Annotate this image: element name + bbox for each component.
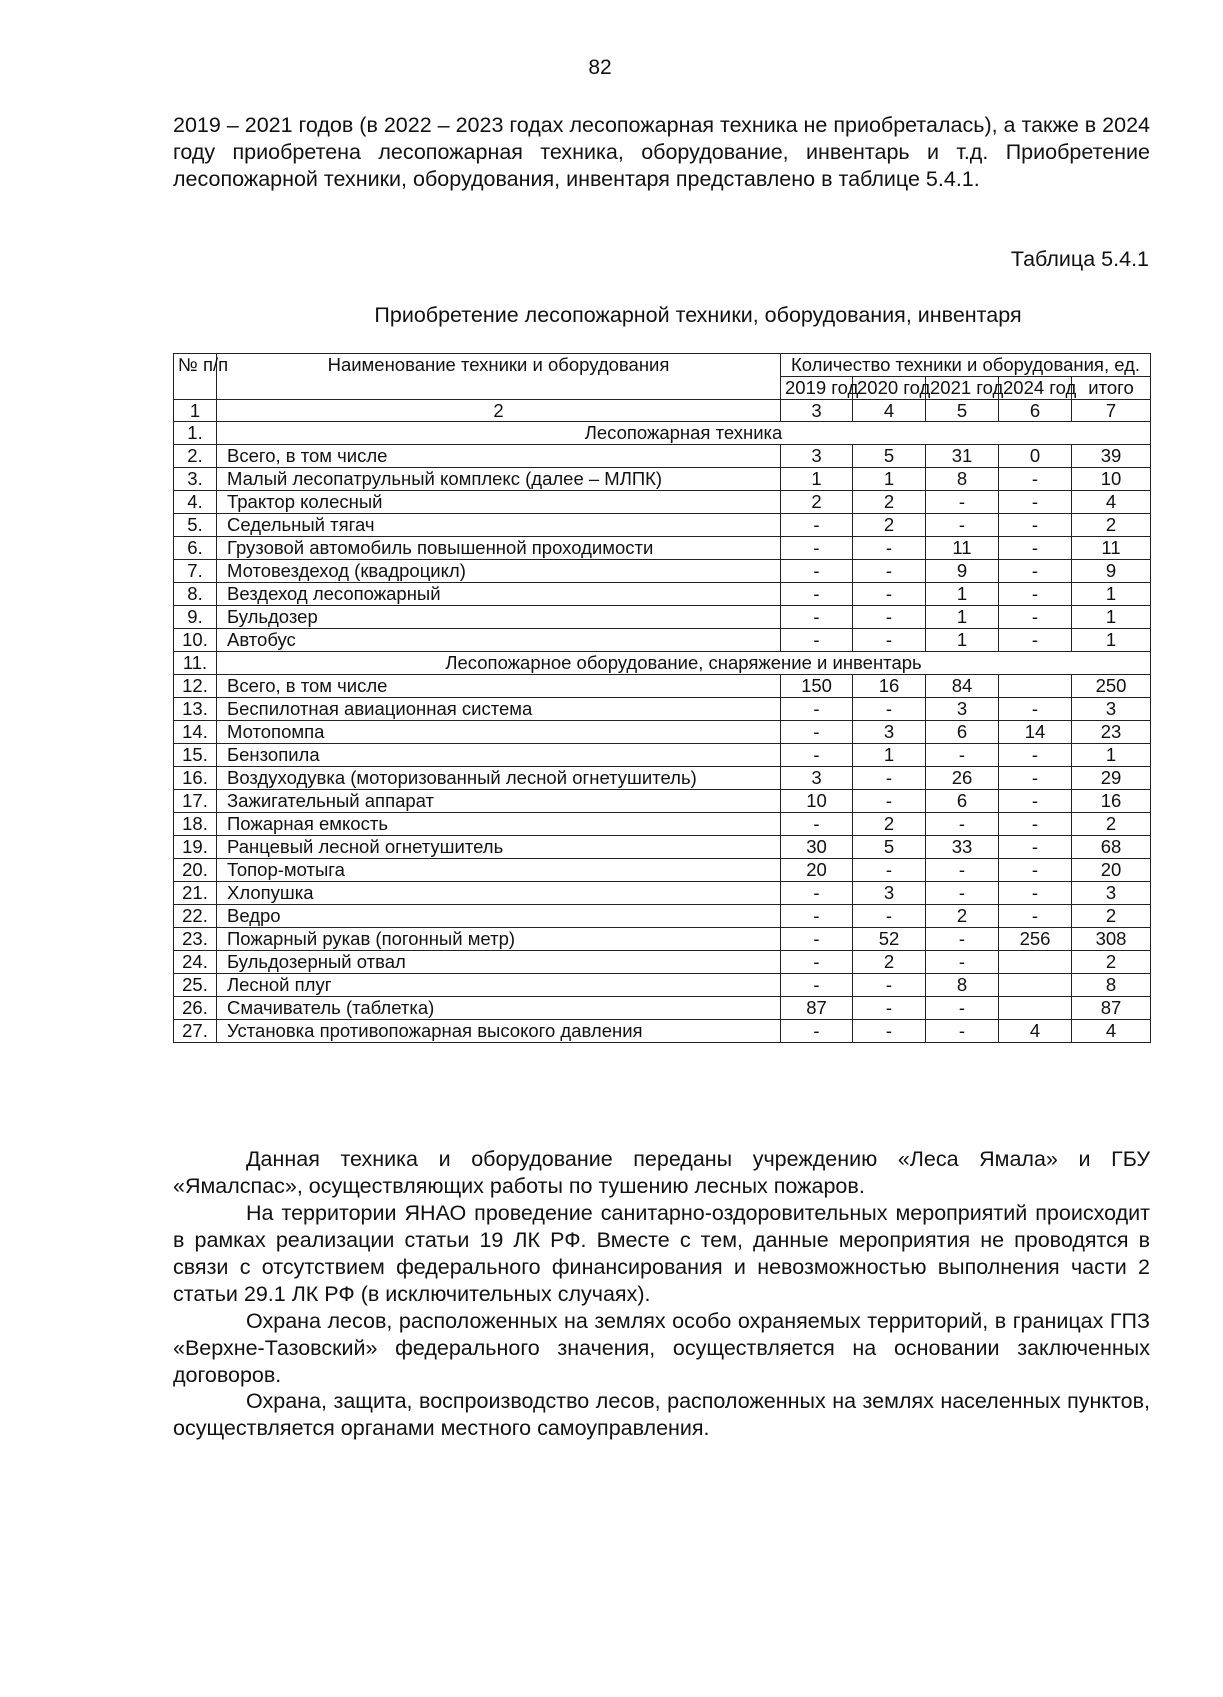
item-name: Ранцевый лесной огнетушитель [217,836,781,859]
table-body [174,422,1151,1043]
column-number: 3 [781,400,853,422]
value-2019: - [781,537,853,560]
value-2020: 2 [853,951,926,974]
value-total: 68 [1072,836,1151,859]
header-num: № п/п [174,354,217,400]
value-2021: 31 [926,445,999,468]
header-year-2019: 2019 год [781,377,853,400]
table-title: Приобретение лесопожарной техники, оборудования, инвентаря [374,303,1022,327]
value-2024: - [999,491,1072,514]
table-row [174,905,1151,928]
value-2019: 10 [781,790,853,813]
table-row [174,491,1151,514]
column-number: 4 [853,400,926,422]
value-2024: 256 [999,928,1072,951]
item-name: Вездеход лесопожарный [217,583,781,606]
value-2019: - [781,744,853,767]
value-2021: 6 [926,790,999,813]
value-total: 1 [1072,744,1151,767]
item-name: Автобус [217,629,781,652]
value-2024: - [999,606,1072,629]
column-number: 6 [999,400,1072,422]
item-name: Бензопила [217,744,781,767]
value-2020: - [853,629,926,652]
value-2021: - [926,951,999,974]
item-name: Ведро [217,905,781,928]
value-total: 9 [1072,560,1151,583]
table-row [174,790,1151,813]
row-number: 25. [174,974,217,997]
table-row [174,583,1151,606]
value-2020: 2 [853,491,926,514]
value-2024 [999,974,1072,997]
value-2024 [999,675,1072,698]
value-2021: - [926,882,999,905]
column-number: 5 [926,400,999,422]
value-2021: 1 [926,606,999,629]
value-total: 1 [1072,629,1151,652]
row-number: 23. [174,928,217,951]
value-2021: - [926,491,999,514]
value-2021: 3 [926,698,999,721]
value-total: 11 [1072,537,1151,560]
value-2019: - [781,560,853,583]
row-number: 13. [174,698,217,721]
value-total: 4 [1072,491,1151,514]
value-2024: - [999,468,1072,491]
value-2020: - [853,767,926,790]
value-2020: 3 [853,882,926,905]
row-number: 5. [174,514,217,537]
value-2021: - [926,514,999,537]
table-row [174,882,1151,905]
value-2020: 5 [853,836,926,859]
value-total: 2 [1072,514,1151,537]
item-name: Зажигательный аппарат [217,790,781,813]
value-total: 23 [1072,721,1151,744]
value-2024: - [999,859,1072,882]
value-2021: 9 [926,560,999,583]
value-2020: - [853,560,926,583]
row-number: 3. [174,468,217,491]
item-name: Беспилотная авиационная система [217,698,781,721]
value-2021: 8 [926,974,999,997]
item-name: Седельный тягач [217,514,781,537]
value-2021: - [926,928,999,951]
value-2024: - [999,882,1072,905]
value-total: 2 [1072,951,1151,974]
column-number-row [174,400,1151,422]
section-row [174,652,1151,675]
row-number: 18. [174,813,217,836]
item-name: Всего, в том числе [217,445,781,468]
table-row [174,997,1151,1020]
row-number: 8. [174,583,217,606]
value-2024: - [999,744,1072,767]
row-number: 20. [174,859,217,882]
equipment-table [173,353,1151,1043]
value-2024: 0 [999,445,1072,468]
table-row [174,675,1151,698]
value-2019: 20 [781,859,853,882]
value-total: 308 [1072,928,1151,951]
column-number: 2 [217,400,781,422]
paragraph-protected-areas: Охрана лесов, расположенных на землях особо охраняемых территорий, в границах ГПЗ «Верхне-Тазовский» федерального значения, осуществляется на основании заключенных договоров. [173,1309,1150,1387]
page-number: 82 [588,56,612,79]
row-number: 19. [174,836,217,859]
value-2024: - [999,813,1072,836]
value-2020: 16 [853,675,926,698]
value-total: 20 [1072,859,1151,882]
value-2024: - [999,514,1072,537]
value-2024: - [999,537,1072,560]
table-row [174,721,1151,744]
row-number: 27. [174,1020,217,1043]
value-2024: - [999,583,1072,606]
header-year-2020: 2020 год [853,377,926,400]
value-2019: - [781,951,853,974]
row-number: 9. [174,606,217,629]
value-total: 2 [1072,813,1151,836]
value-2021: 33 [926,836,999,859]
value-2024: - [999,790,1072,813]
row-number: 10. [174,629,217,652]
value-2019: - [781,721,853,744]
value-2019: - [781,606,853,629]
section-row [174,422,1151,445]
value-2020: 1 [853,468,926,491]
value-2024: - [999,836,1072,859]
value-2024 [999,951,1072,974]
item-name: Мотопомпа [217,721,781,744]
value-2021: 11 [926,537,999,560]
table-row [174,974,1151,997]
value-2019: - [781,882,853,905]
value-2024: - [999,698,1072,721]
value-2020: 52 [853,928,926,951]
item-name: Пожарный рукав (погонный метр) [217,928,781,951]
header-row [174,354,1151,377]
value-2019: - [781,1020,853,1043]
header-total: итого [1072,377,1151,400]
value-total: 1 [1072,583,1151,606]
table-row [174,560,1151,583]
row-number: 12. [174,675,217,698]
row-number: 16. [174,767,217,790]
value-2020: 3 [853,721,926,744]
value-2019: - [781,974,853,997]
row-number: 2. [174,445,217,468]
value-2021: - [926,813,999,836]
paragraph-sanitary: На территории ЯНАО проведение санитарно-оздоровительных мероприятий происходит в рамках реализации статьи 19 ЛК РФ. Вместе с тем, данные мероприятия не проводятся в связи с отсутствием федерального финансирования и невозможностью выполнения части 2 статьи 29.1 ЛК РФ (в исключительных случаях). [173,1201,1150,1306]
paragraph-transfer: Данная техника и оборудование переданы учреждению «Леса Ямала» и ГБУ «Ямалспас», осуществляющих работы по тушению лесных пожаров. [173,1147,1150,1198]
value-2020: - [853,606,926,629]
value-2020: 2 [853,813,926,836]
value-total: 3 [1072,698,1151,721]
table-row [174,767,1151,790]
table-row [174,468,1151,491]
value-total: 16 [1072,790,1151,813]
item-name: Установка противопожарная высокого давления [217,1020,781,1043]
value-2020: - [853,790,926,813]
value-2021: - [926,744,999,767]
value-2021: 1 [926,583,999,606]
value-2021: 26 [926,767,999,790]
item-name: Мотовездеход (квадроцикл) [217,560,781,583]
value-2021: - [926,1020,999,1043]
header-year-2021: 2021 год [926,377,999,400]
value-2020: - [853,974,926,997]
item-name: Трактор колесный [217,491,781,514]
value-2019: 3 [781,767,853,790]
item-name: Пожарная емкость [217,813,781,836]
value-2021: 6 [926,721,999,744]
item-name: Хлопушка [217,882,781,905]
value-total: 8 [1072,974,1151,997]
header-year-2024: 2024 год [999,377,1072,400]
value-2019: 87 [781,997,853,1020]
table-row [174,744,1151,767]
row-number: 17. [174,790,217,813]
row-number: 21. [174,882,217,905]
item-name: Топор-мотыга [217,859,781,882]
row-number: 26. [174,997,217,1020]
value-2020: - [853,1020,926,1043]
value-2020: - [853,537,926,560]
value-2024: 4 [999,1020,1072,1043]
column-number: 7 [1072,400,1151,422]
table-row [174,859,1151,882]
value-2024: - [999,767,1072,790]
row-number: 1. [174,422,217,445]
table-row [174,836,1151,859]
value-2021: - [926,859,999,882]
row-number: 15. [174,744,217,767]
table-row [174,514,1151,537]
value-2019: - [781,629,853,652]
value-2020: 5 [853,445,926,468]
table-row [174,537,1151,560]
table-row [174,698,1151,721]
value-total: 87 [1072,997,1151,1020]
value-2019: - [781,583,853,606]
value-2021: 1 [926,629,999,652]
item-name: Смачиватель (таблетка) [217,997,781,1020]
value-total: 250 [1072,675,1151,698]
header-name: Наименование техники и оборудования [217,354,781,400]
paragraph-settlements: Охрана, защита, воспроизводство лесов, расположенных на землях населенных пунктов, осуществляется органами местного самоуправления. [173,1389,1150,1440]
value-2019: - [781,928,853,951]
value-2019: - [781,905,853,928]
value-2019: 3 [781,445,853,468]
intro-paragraph: 2019 – 2021 годов (в 2022 – 2023 годах лесопожарная техника не приобреталась), а также в 2024 году приобретена лесопожарная техника, оборудование, инвентарь и т.д. Приобретение лесопожарной техники, оборудования, инвентаря представлено в таблице 5.4.1. [173,113,1150,191]
value-2020: 1 [853,744,926,767]
row-number: 11. [174,652,217,675]
value-2021: - [926,997,999,1020]
value-total: 1 [1072,606,1151,629]
item-name: Лесной плуг [217,974,781,997]
item-name: Воздуходувка (моторизованный лесной огнетушитель) [217,767,781,790]
value-2024: - [999,629,1072,652]
value-total: 3 [1072,882,1151,905]
table-row [174,445,1151,468]
value-2019: - [781,813,853,836]
table-row [174,951,1151,974]
row-number: 4. [174,491,217,514]
value-2020: - [853,905,926,928]
value-total: 10 [1072,468,1151,491]
header-quantity: Количество техники и оборудования, ед. [781,354,1151,377]
value-2019: 30 [781,836,853,859]
item-name: Бульдозерный отвал [217,951,781,974]
value-total: 2 [1072,905,1151,928]
row-number: 14. [174,721,217,744]
value-2024: - [999,560,1072,583]
row-number: 6. [174,537,217,560]
item-name: Грузовой автомобиль повышенной проходимости [217,537,781,560]
section-title: Лесопожарное оборудование, снаряжение и инвентарь [217,652,1151,675]
value-2021: 84 [926,675,999,698]
value-2020: - [853,583,926,606]
value-2021: 8 [926,468,999,491]
table-row [174,813,1151,836]
value-2019: - [781,698,853,721]
value-2024 [999,997,1072,1020]
table-row [174,629,1151,652]
value-2020: - [853,997,926,1020]
value-2021: 2 [926,905,999,928]
value-2019: 1 [781,468,853,491]
item-name: Всего, в том числе [217,675,781,698]
value-total: 39 [1072,445,1151,468]
table-row [174,1020,1151,1043]
value-total: 29 [1072,767,1151,790]
value-2024: 14 [999,721,1072,744]
item-name: Бульдозер [217,606,781,629]
value-2020: 2 [853,514,926,537]
value-2020: - [853,698,926,721]
value-2020: - [853,859,926,882]
row-number: 22. [174,905,217,928]
value-2024: - [999,905,1072,928]
table-row [174,928,1151,951]
value-total: 4 [1072,1020,1151,1043]
column-number: 1 [174,400,217,422]
section-title: Лесопожарная техника [217,422,1151,445]
row-number: 24. [174,951,217,974]
value-2019: 2 [781,491,853,514]
table-label: Таблица 5.4.1 [1010,247,1149,271]
table-row [174,606,1151,629]
value-2019: 150 [781,675,853,698]
value-2019: - [781,514,853,537]
row-number: 7. [174,560,217,583]
item-name: Малый лесопатрульный комплекс (далее – МЛПК) [217,468,781,491]
